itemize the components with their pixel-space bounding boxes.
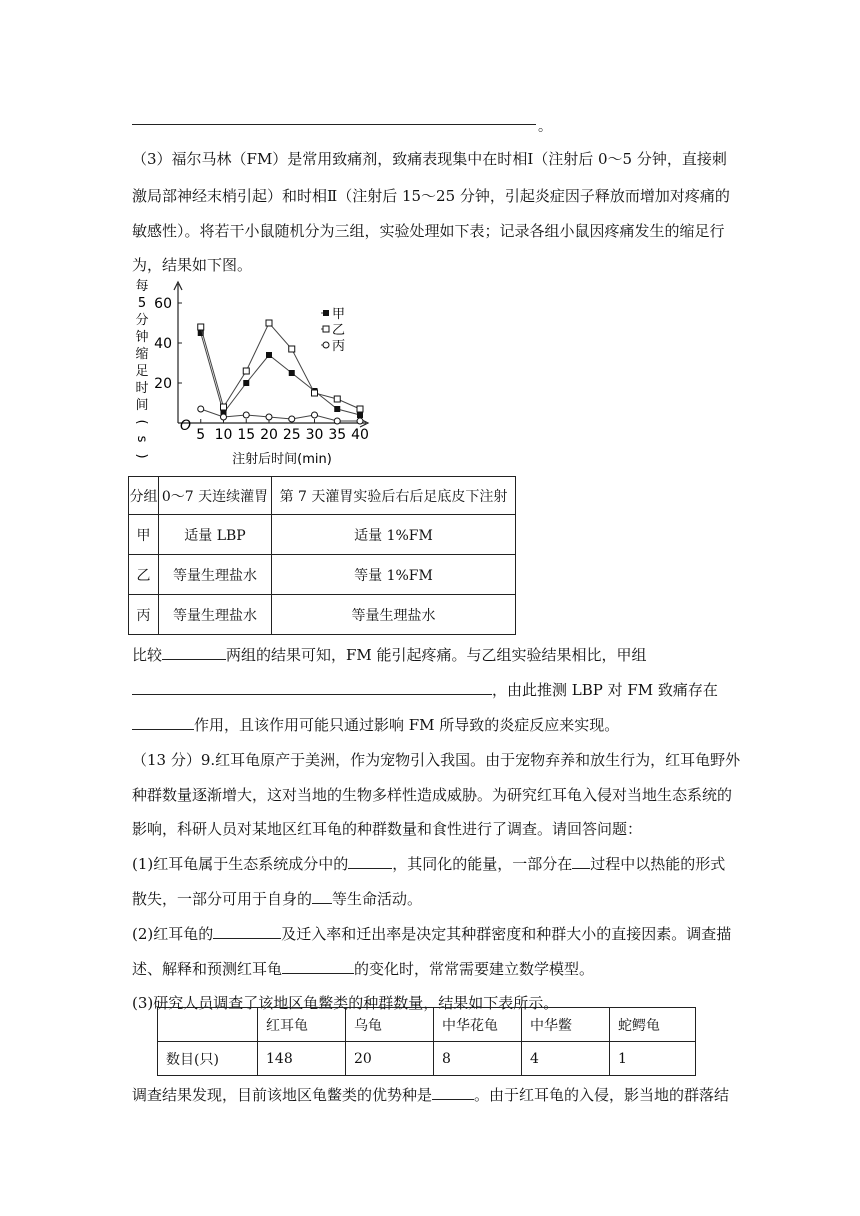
q3-answer-line-2 [132, 679, 718, 700]
fill-blank[interactable] [312, 889, 332, 904]
data-point [357, 412, 363, 418]
q9-line-2: 种群数量逐渐增大，这对当地的生物多样性造成威胁。为研究红耳龟入侵对当地生态系统的 [132, 786, 733, 804]
y-label-char: 分 [135, 313, 149, 328]
fill-blank[interactable] [282, 959, 354, 974]
q9-text: 调查结果发现，目前该地区龟鳖类的优势种是 [132, 1086, 433, 1104]
q9-last-line [132, 1084, 729, 1105]
table-cell: 适量 LBP [159, 515, 272, 555]
table-header: 第 7 天灌胃实验后右后足底皮下注射 [272, 477, 516, 515]
q3-text: 作用，且该作用可能只通过影响 FM 所导致的炎症反应来实现。 [194, 716, 620, 734]
x-tick-label: 10 [214, 427, 233, 443]
q9-text: ，其同化的能量，一部分在 [392, 855, 573, 873]
table-header: 蛇鳄龟 [610, 1008, 696, 1042]
data-point [221, 414, 227, 420]
data-point [323, 310, 329, 316]
x-tick-label: 40 [351, 427, 369, 443]
y-label-char: 钟 [135, 330, 149, 345]
q3-line-3: 敏感性）。将若干小鼠随机分为三组，实验处理如下表；记录各组小鼠因疼痛发生的缩足行 [132, 222, 725, 240]
data-point [312, 412, 318, 418]
data-point [357, 418, 363, 424]
data-point [289, 416, 295, 422]
table-cell: 丙 [129, 595, 159, 635]
x-tick-label: 15 [237, 427, 256, 443]
y-label-char: 5 [137, 296, 147, 311]
q9-part1 [132, 853, 725, 874]
q3-answer-line-1 [132, 644, 647, 665]
data-point [289, 346, 295, 352]
data-point [221, 404, 227, 410]
table-header: 分组 [129, 477, 159, 515]
x-axis-label: 注射后时间(min) [232, 452, 332, 467]
data-point [312, 390, 318, 396]
q3-text: 比较 [132, 646, 163, 664]
table-cell: 数目(只) [158, 1042, 258, 1076]
table-cell: 等量生理盐水 [272, 595, 516, 635]
fill-blank[interactable] [162, 645, 226, 660]
data-point [243, 412, 249, 418]
q3-answer-line-3 [132, 714, 619, 735]
table-header: 中华鳖 [522, 1008, 610, 1042]
fill-blank[interactable] [213, 924, 281, 939]
x-tick-label: 5 [196, 427, 206, 443]
x-tick-label: 35 [328, 427, 347, 443]
q9-text: 散失，一部分可用于自身的 [132, 890, 313, 908]
data-point [198, 324, 204, 330]
q9-text: 。由于红耳龟的入侵，影当地的群落结 [474, 1086, 730, 1104]
legend-label: 乙 [332, 323, 346, 338]
table-header: 中华花龟 [434, 1008, 522, 1042]
data-point [266, 352, 272, 358]
data-point [289, 370, 295, 376]
x-tick-label: 25 [282, 427, 301, 443]
data-point [334, 396, 340, 402]
treatment-table [128, 476, 516, 635]
fill-blank[interactable] [432, 1085, 474, 1100]
line-chart [128, 276, 378, 472]
table-header: 红耳龟 [258, 1008, 346, 1042]
q9-part1-cont [132, 888, 422, 909]
table-cell: 适量 1%FM [272, 515, 516, 555]
data-point [323, 342, 329, 348]
x-tick-label: 30 [305, 427, 324, 443]
data-point [334, 418, 340, 424]
y-label-char: 时 [135, 381, 149, 396]
y-label-char: 每 [135, 279, 149, 294]
fill-blank[interactable] [348, 854, 392, 869]
table-cell: 乙 [129, 555, 159, 595]
q3-line-4: 为，结果如下图。 [132, 256, 253, 274]
fill-blank[interactable] [132, 680, 492, 695]
y-axis-label [134, 279, 149, 459]
q9-text: (2)红耳龟的 [132, 925, 214, 943]
q9-text: (1)红耳龟属于生态系统成分中的 [132, 855, 349, 873]
table-cell: 4 [522, 1042, 610, 1076]
q3-line-1: （3）福尔马林（FM）是常用致痛剂，致痛表现集中在时相Ⅰ（注射后 0～5 分钟，直接刺 [132, 150, 727, 168]
q3-line-2: 激局部神经末梢引起）和时相Ⅱ（注射后 15～25 分钟，引起炎症因子释放而增加对疼痛的 [132, 187, 730, 205]
table-header [158, 1008, 258, 1042]
table-cell: 1 [610, 1042, 696, 1076]
data-point [266, 414, 272, 420]
fill-blank[interactable] [132, 715, 194, 730]
legend-label: 丙 [332, 339, 346, 354]
y-tick-label: 40 [154, 336, 172, 352]
y-tick-label: 60 [154, 296, 172, 312]
y-label-char: ( [134, 419, 149, 425]
table-cell: 甲 [129, 515, 159, 555]
y-label-char: 缩 [135, 347, 149, 362]
y-label-char: ) [134, 453, 149, 459]
table-cell: 148 [258, 1042, 346, 1076]
q3-text: 两组的结果可知，FM 能引起疼痛。与乙组实验结果相比，甲组 [226, 646, 647, 664]
q9-part2 [132, 923, 731, 944]
x-tick-label: 20 [260, 427, 278, 443]
q9-text: 的变化时，常常需要建立数学模型。 [354, 960, 595, 978]
q9-part2-cont [132, 958, 594, 979]
q9-line-3: 影响，科研人员对某地区红耳龟的种群数量和食性进行了调查。请回答问题： [132, 820, 643, 838]
origin-label: O [180, 418, 192, 434]
table-cell: 8 [434, 1042, 522, 1076]
data-point [198, 406, 204, 412]
q9-text: 过程中以热能的形式 [590, 855, 726, 873]
table-cell: 等量生理盐水 [159, 555, 272, 595]
data-point [243, 380, 249, 386]
y-tick-label: 20 [154, 376, 172, 392]
q9-text: 等生命活动。 [332, 890, 423, 908]
turtle-count-table [157, 1007, 696, 1076]
data-point [243, 368, 249, 374]
y-label-char: s [134, 435, 149, 443]
answer-line-end: 。 [538, 119, 552, 135]
fill-blank[interactable] [572, 854, 590, 869]
q3-text: ，由此推测 LBP 对 FM 致痛存在 [492, 681, 718, 699]
legend-label: 甲 [332, 307, 346, 322]
q9-text: 及迁入率和迁出率是决定其种群密度和种群大小的直接因素。调查描 [281, 925, 732, 943]
data-point [334, 406, 340, 412]
table-header: 0～7 天连续灌胃 [159, 477, 272, 515]
data-point [323, 326, 329, 332]
chart-legend [321, 307, 345, 354]
table-header: 乌龟 [346, 1008, 434, 1042]
data-point [266, 320, 272, 326]
y-label-char: 间 [135, 398, 149, 413]
q9-part3: (3)研究人员调查了该地区龟鳖类的种群数量，结果如下表所示。 [132, 994, 559, 1012]
table-cell: 等量生理盐水 [159, 595, 272, 635]
data-point [357, 406, 363, 412]
answer-line [132, 124, 536, 125]
table-cell: 等量 1%FM [272, 555, 516, 595]
q9-text: 述、解释和预测红耳龟 [132, 960, 283, 978]
q9-line-1: （13 分）9.红耳龟原产于美洲，作为宠物引入我国。由于宠物弃养和放生行为，红耳龟野外 [132, 751, 741, 769]
y-label-char: 足 [135, 364, 149, 379]
table-cell: 20 [346, 1042, 434, 1076]
